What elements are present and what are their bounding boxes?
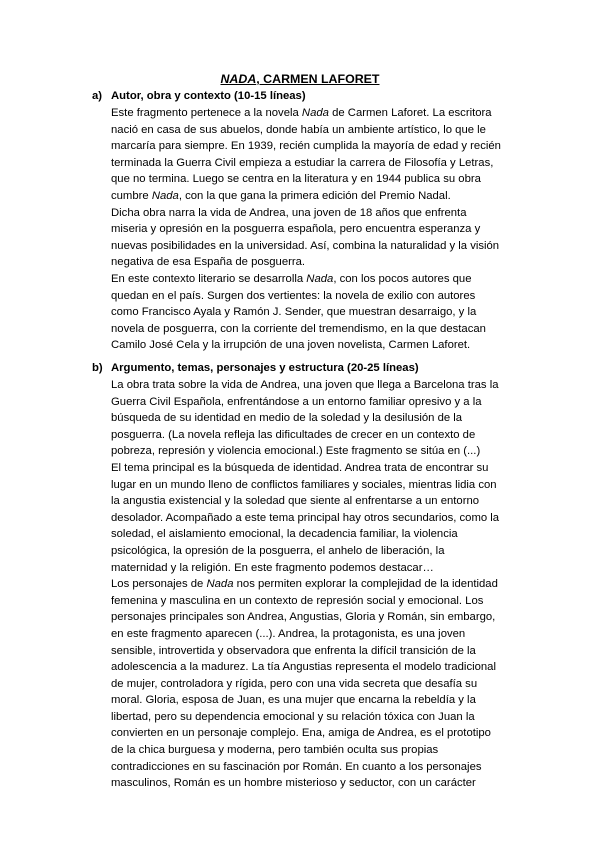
- text-run: sensible, introvertida y observadora que enfrenta la difícil transición de la: [111, 644, 476, 657]
- text-line: [111, 759, 531, 776]
- text-run: personajes principales son Andrea, Angustias, Gloria y Román, sin embargo,: [111, 611, 496, 624]
- section-b-heading: [92, 360, 419, 377]
- text-run: femenina y masculina en un contexto de represión social y emocional. Los: [111, 594, 484, 607]
- text-run: la angustia existencial y la soledad que siente al enfrentarse a un entorno: [111, 495, 480, 508]
- text-run: nació en casa de sus abuelos, donde había un ambiente artístico, lo que le: [111, 123, 486, 136]
- text-run: quedan en el país. Surgen dos vertientes: la novela de exilio con autores: [111, 289, 476, 302]
- text-run: El tema principal es la búsqueda de identidad. Andrea trata de encontrar su: [111, 461, 489, 474]
- section-a-heading-text: Autor, obra y contexto (10-15 líneas): [111, 90, 306, 102]
- text-line: [111, 394, 531, 411]
- text-run: contradicciones en su fascinación por Román. En cuanto a los personajes: [111, 760, 482, 773]
- text-line: [111, 725, 531, 742]
- text-run: lugar en un mundo lleno de conflictos familiares y sociales, mientras lidia con: [111, 478, 497, 491]
- text-line: [111, 188, 531, 205]
- text-line: [111, 477, 531, 494]
- text-line: [111, 410, 531, 427]
- italic-title: Nada: [151, 189, 179, 202]
- italic-title: Nada: [306, 272, 334, 285]
- text-run: de mujer, controladora y rígida, pero con una vida secreta que desafía su: [111, 677, 478, 690]
- text-run: En este contexto literario se desarrolla: [111, 272, 307, 285]
- section-a-marker: a): [92, 90, 103, 102]
- text-run: en este fragmento aparecen (...). Andrea, la protagonista, es una joven: [111, 627, 466, 640]
- text-line: [111, 288, 531, 305]
- text-run: nuevas posibilidades en la universidad. Así, combina la naturalidad y la visión: [111, 239, 500, 252]
- text-run: novela de posguerra, con la corriente del tremendismo, en la que destacan: [111, 322, 486, 335]
- text-line: [111, 676, 531, 693]
- text-run: maternidad y la religión. En este fragmento podemos destacar…: [111, 561, 434, 574]
- text-line: [111, 271, 531, 288]
- text-line: [111, 205, 531, 222]
- text-run: adolescencia a la madurez. La tía Angustias representa el modelo tradicional: [111, 661, 496, 674]
- text-line: [111, 460, 531, 477]
- section-a-body: [111, 105, 531, 354]
- text-line: [111, 155, 531, 172]
- text-run: psicológica, la opresión de la posguerra, el anhelo de liberación, la: [111, 544, 445, 557]
- text-line: [111, 643, 531, 660]
- text-line: [111, 427, 531, 444]
- text-line: [111, 593, 531, 610]
- text-run: Camilo José Cela y la irrupción de una joven novelista, Carmen Laforet.: [111, 339, 471, 352]
- section-a-heading: [92, 88, 306, 105]
- text-line: [111, 742, 531, 759]
- text-run: , con la que gana la primera edición del Premio Nadal.: [178, 189, 451, 202]
- text-line: [111, 254, 531, 271]
- text-line: [111, 576, 531, 593]
- text-run: libertad, pero su dependencia emocional y su relación tóxica con Juan la: [111, 710, 475, 723]
- title-underlined: [220, 72, 379, 86]
- text-run: marcaría para siempre. En 1939, recién cumplida la mayoría de edad y recién: [111, 140, 501, 153]
- text-run: nos permiten explorar la complejidad de la identidad: [233, 578, 498, 591]
- text-run: La obra trata sobre la vida de Andrea, una joven que llega a Barcelona tras la: [111, 379, 499, 391]
- text-run: como Francisco Ayala y Ramón J. Sender, que muestran desarraigo, y la: [111, 306, 477, 319]
- document-title: [0, 70, 600, 88]
- text-run: Guerra Civil Española, enfrentándose a un entorno familiar opresivo y a la: [111, 395, 482, 408]
- text-line: [111, 238, 531, 255]
- title-author: , CARMEN LAFORET: [256, 72, 380, 86]
- text-run: terminada la Guerra Civil empieza a estudiar la carrera de Filosofía y Letras,: [111, 156, 494, 169]
- text-line: [111, 304, 531, 321]
- text-line: [111, 377, 531, 394]
- text-line: [111, 560, 531, 577]
- section-b-heading-text: Argumento, temas, personajes y estructura (20-25 líneas): [111, 362, 419, 374]
- text-line: [111, 493, 531, 510]
- text-line: [111, 626, 531, 643]
- text-line: [111, 321, 531, 338]
- text-run: , con los pocos autores que: [333, 272, 472, 285]
- text-run: desolador. Acompañado a este tema principal hay otros secundarios, como la: [111, 511, 500, 524]
- text-run: posguerra. (La novela refleja las dificultades de crecer en un contexto de: [111, 428, 476, 441]
- text-line: [111, 543, 531, 560]
- text-run: Los personajes de: [111, 578, 207, 591]
- text-line: [111, 709, 531, 726]
- section-b-marker: b): [92, 362, 103, 374]
- text-run: negativa de esa España de posguerra.: [111, 256, 306, 269]
- text-line: [111, 105, 531, 122]
- text-run: pobreza, represión y violencia emocional.) Este fragmento se sitúa en (...): [111, 445, 481, 458]
- text-line: [111, 122, 531, 139]
- section-b-body: [111, 377, 531, 792]
- text-line: [111, 526, 531, 543]
- text-line: [111, 609, 531, 626]
- text-line: [111, 443, 531, 460]
- text-line: [111, 171, 531, 188]
- text-run: convierten en un personaje complejo. Ena, amiga de Andrea, es el prototipo: [111, 727, 491, 740]
- text-line: [111, 775, 531, 792]
- text-run: de la chica burguesa y moderna, pero también oculta sus propias: [111, 744, 439, 757]
- italic-title: Nada: [301, 107, 329, 119]
- text-line: [111, 510, 531, 527]
- title-work-name: NADA: [220, 72, 257, 86]
- text-line: [111, 659, 531, 676]
- text-line: [111, 221, 531, 238]
- text-run: Este fragmento pertenece a la novela: [111, 107, 302, 119]
- text-run: de Carmen Laforet. La escritora: [328, 107, 492, 119]
- text-run: moral. Gloria, esposa de Juan, es una mujer que encarna la rebeldía y la: [111, 694, 476, 707]
- text-run: miseria y opresión en la posguerra española, pero encuentra esperanza y: [111, 223, 481, 236]
- text-run: cumbre: [111, 189, 152, 202]
- text-run: que no termina. Luego se centra en la literatura y en 1944 publica su obra: [111, 173, 481, 186]
- text-run: masculinos, Román es un hombre misterioso y seductor, con un carácter: [111, 777, 476, 790]
- text-line: [111, 138, 531, 155]
- text-line: [111, 692, 531, 709]
- text-run: búsqueda de su identidad en medio de la soledad y la desilusión de la: [111, 412, 463, 425]
- italic-title: Nada: [206, 578, 234, 591]
- text-line: [111, 337, 531, 354]
- text-run: soledad, el aislamiento emocional, la decadencia familiar, la violencia: [111, 528, 458, 541]
- text-run: Dicha obra narra la vida de Andrea, una joven de 18 años que enfrenta: [111, 206, 467, 219]
